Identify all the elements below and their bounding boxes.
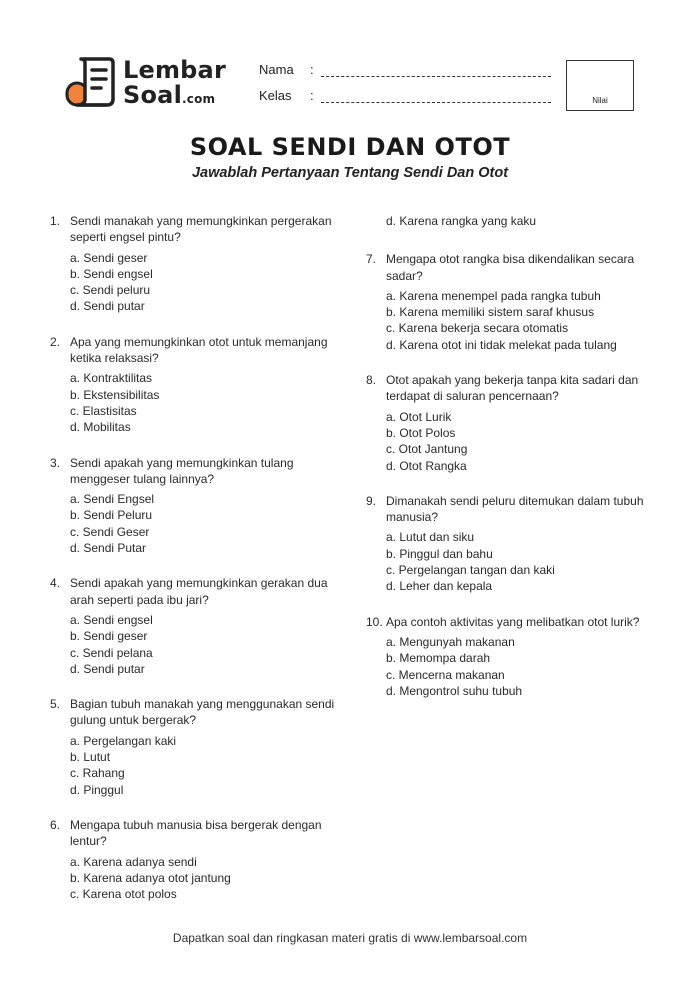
answer-option[interactable]: b. Sendi engsel	[70, 266, 153, 281]
question-item	[50, 696, 340, 798]
question-item	[50, 575, 340, 677]
answer-option[interactable]: a. Otot Lurik	[386, 409, 452, 424]
footer-note: Dapatkan soal dan ringkasan materi gratis di www.lembarsoal.com	[172, 931, 528, 945]
kelas-colon: :	[310, 88, 314, 103]
answer-option[interactable]: a. Sendi Engsel	[70, 492, 155, 507]
answer-option[interactable]: b. Karena adanya otot jantung	[70, 870, 231, 885]
question-number: 3.	[50, 455, 61, 470]
logo	[65, 55, 225, 115]
answer-option[interactable]: d. Mengontrol suhu tubuh	[386, 683, 523, 698]
answer-option[interactable]: c. Otot Jantung	[386, 442, 468, 457]
logo-text-top: Lembar	[123, 56, 226, 84]
answer-option[interactable]: d. Pinggul	[70, 782, 124, 797]
answer-option[interactable]: b. Memompa darah	[386, 651, 491, 666]
question-text: Otot apakah yang bekerja tanpa kita sadari dan terdapat di saluran pencernaan?	[386, 373, 639, 404]
logo-text-soal: Soal	[123, 81, 182, 109]
answer-option[interactable]: c. Elastisitas	[70, 403, 137, 418]
question-text: Bagian tubuh manakah yang menggunakan sendi gulung untuk bergerak?	[70, 697, 335, 728]
question-item	[50, 455, 340, 557]
logo-text-com: .com	[182, 92, 216, 106]
answer-option[interactable]: b. Sendi Peluru	[70, 508, 153, 523]
question-item	[50, 213, 340, 315]
answer-option[interactable]: a. Kontraktilitas	[70, 371, 153, 386]
answer-option[interactable]: b. Ekstensibilitas	[70, 387, 160, 402]
answer-option[interactable]: b. Karena memiliki sistem saraf khusus	[386, 305, 595, 320]
question-number: 9.	[366, 493, 377, 508]
question-item	[366, 372, 661, 474]
answer-option[interactable]: c. Mencerna makanan	[386, 667, 505, 682]
answer-option[interactable]: d. Sendi Putar	[70, 541, 147, 556]
answer-option[interactable]: a. Mengunyah makanan	[386, 634, 515, 649]
question-text: Dimanakah sendi peluru ditemukan dalam tubuh manusia?	[386, 493, 644, 525]
question-number: 4.	[50, 576, 61, 591]
question-text: Sendi manakah yang memungkinkan pergerakan seperti engsel pintu?	[70, 214, 332, 245]
answer-option[interactable]: c. Sendi Geser	[70, 524, 150, 539]
answer-option[interactable]: d. Karena otot ini tidak melekat pada tulang	[386, 337, 617, 352]
answer-option[interactable]: d. Sendi putar	[70, 299, 145, 314]
answer-option[interactable]: c. Rahang	[70, 766, 125, 781]
question-text: Apa contoh aktivitas yang melibatkan otot lurik?	[386, 614, 640, 629]
question-number: 5.	[50, 697, 61, 712]
answer-option[interactable]: d. Mobilitas	[70, 420, 131, 435]
answer-option[interactable]: d. Sendi putar	[70, 661, 145, 676]
question-number: 10.	[366, 614, 383, 629]
page-subtitle: Jawablah Pertanyaan Tentang Sendi Dan Otot	[191, 165, 509, 181]
question-text: Sendi apakah yang memungkinkan gerakan dua arah seperti pada ibu jari?	[70, 576, 328, 607]
answer-option[interactable]: b. Otot Polos	[386, 425, 456, 440]
page-title: SOAL SENDI DAN OTOT	[189, 133, 511, 161]
left-column	[50, 213, 340, 921]
answer-option[interactable]: a. Pergelangan kaki	[70, 733, 177, 748]
answer-option[interactable]: b. Pinggul dan bahu	[386, 546, 493, 561]
nilai-label: Nilai	[592, 96, 608, 105]
question-number: 7.	[366, 252, 377, 267]
question-number: 2.	[50, 334, 61, 349]
question-item	[366, 493, 661, 595]
answer-option[interactable]: c. Pergelangan tangan dan kaki	[386, 563, 555, 578]
answer-option[interactable]: d. Otot Rangka	[386, 458, 467, 473]
question-text: Apa yang memungkinkan otot untuk memanjang ketika relaksasi?	[70, 334, 328, 366]
nilai-box[interactable]	[566, 60, 634, 111]
answer-option[interactable]: c. Sendi pelana	[70, 645, 153, 660]
nama-colon: :	[310, 62, 314, 77]
question-item	[50, 817, 340, 902]
answer-option[interactable]: b. Lutut	[70, 750, 111, 765]
answer-option[interactable]: c. Karena otot polos	[70, 887, 177, 902]
question-6-continuation	[366, 213, 661, 229]
question-item	[366, 614, 661, 699]
answer-option[interactable]: d. Karena rangka yang kaku	[386, 214, 537, 228]
question-item	[50, 334, 340, 436]
answer-option[interactable]: c. Karena bekerja secara otomatis	[386, 321, 569, 336]
question-text: Sendi apakah yang memungkinkan tulang menggeser tulang lainnya?	[70, 455, 294, 486]
answer-option[interactable]: a. Lutut dan siku	[386, 530, 475, 545]
question-number: 6.	[50, 817, 61, 832]
question-number: 8.	[366, 373, 377, 388]
answer-option[interactable]: c. Sendi peluru	[70, 283, 151, 298]
answer-option[interactable]: a. Sendi geser	[70, 250, 148, 265]
logo-text-bottom	[123, 83, 215, 107]
nama-label: Nama	[259, 62, 294, 77]
answer-option[interactable]: a. Sendi engsel	[70, 612, 153, 627]
kelas-label: Kelas	[259, 88, 292, 103]
answer-option[interactable]: a. Karena adanya sendi	[70, 854, 197, 869]
kelas-input-line[interactable]	[321, 102, 551, 103]
right-column	[366, 213, 661, 718]
nama-input-line[interactable]	[321, 76, 551, 77]
question-text: Mengapa otot rangka bisa dikendalikan secara sadar?	[386, 252, 635, 283]
question-text: Mengapa tubuh manusia bisa bergerak dengan lentur?	[70, 817, 322, 849]
answer-option[interactable]: b. Sendi geser	[70, 629, 148, 644]
answer-option[interactable]: d. Leher dan kepala	[386, 579, 493, 594]
question-number: 1.	[50, 214, 61, 228]
answer-option[interactable]: a. Karena menempel pada rangka tubuh	[386, 288, 601, 303]
question-item	[366, 251, 661, 353]
document-icon	[65, 55, 121, 111]
